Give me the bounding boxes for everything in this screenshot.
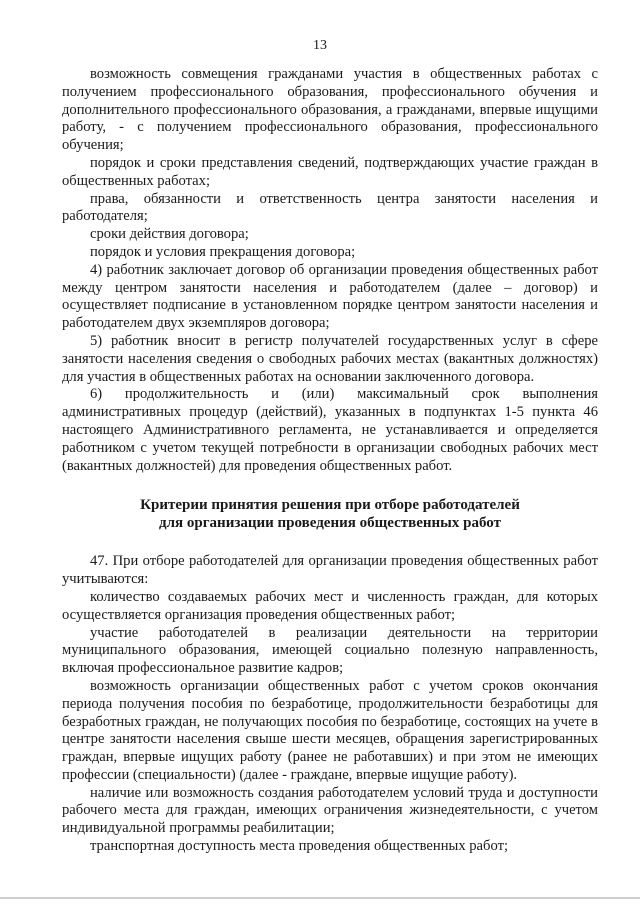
paragraph: количество создаваемых рабочих мест и численность граждан, для которых осуществляется организация проведения общественных работ; <box>62 588 598 623</box>
page-bottom-edge <box>0 897 640 899</box>
paragraph: 5) работник вносит в регистр получателей государственных услуг в сфере занятости населения сведения о свободных рабочих местах (вакантных должностях) для участия в общественных работах на основании заключенного договора. <box>62 332 598 385</box>
section-heading-line: Критерии принятия решения при отборе работодателей <box>140 497 520 514</box>
section-heading <box>62 496 598 532</box>
paragraph: сроки действия договора; <box>90 226 249 243</box>
paragraph: участие работодателей в реализации деятельности на территории муниципального образования, имеющей социально полезную направленность, включая профессиональное развитие кадров; <box>62 624 598 677</box>
section-heading-line: для организации проведения общественных работ <box>159 515 501 532</box>
paragraph: 47. При отборе работодателей для организации проведения общественных работ учитываются: <box>62 553 598 588</box>
paragraph: права, обязанности и ответственность центра занятости населения и работодателя; <box>62 190 598 225</box>
paragraph: 4) работник заключает договор об организации проведения общественных работ между центром занятости населения и работодателем (далее – договор) и осуществляет подписание в установленном порядке центром занятости населения и работодателем двух экземпляров договора; <box>62 261 598 332</box>
paragraph: транспортная доступность места проведения общественных работ; <box>90 838 508 855</box>
paragraph: порядок и условия прекращения договора; <box>90 243 356 260</box>
paragraph: наличие или возможность создания работодателем условий труда и доступности рабочего места для граждан, имеющих ограничения жизнедеятельности, с учетом индивидуальной программы реабилитации; <box>62 784 598 837</box>
paragraph: возможность совмещения гражданами участия в общественных работах с получением профессионального образования, профессионального обучения и дополнительного профессионального образования, а гражданами, впервые ищущими работу, - с получением профессионального образования, профессионального обучения; <box>62 66 598 154</box>
page-number: 13 <box>313 38 327 53</box>
document-body <box>62 66 598 856</box>
paragraph: порядок и сроки представления сведений, подтверждающих участие граждан в общественных работах; <box>62 154 598 189</box>
paragraph: 6) продолжительность и (или) максимальный срок выполнения административных процедур (действий), указанных в подпунктах 1-5 пункта 46 настоящего Административного регламента, не устанавливается и определяется работником с учетом текущей потребности в организации свободных рабочих мест (вакантных должностей) для проведения общественных работ. <box>62 386 598 474</box>
paragraph: возможность организации общественных работ с учетом сроков окончания периода получения пособия по безработице, продолжительности безработицы для безработных граждан, не получающих пособия по безработице, состоящих на учете в центре занятости населения свыше шести месяцев, обращения зарегистрированных граждан, впервые ищущих работу (ранее не работавших) и при этом не имеющих профессии (специальности) (далее - граждане, впервые ищущие работу). <box>62 677 598 783</box>
